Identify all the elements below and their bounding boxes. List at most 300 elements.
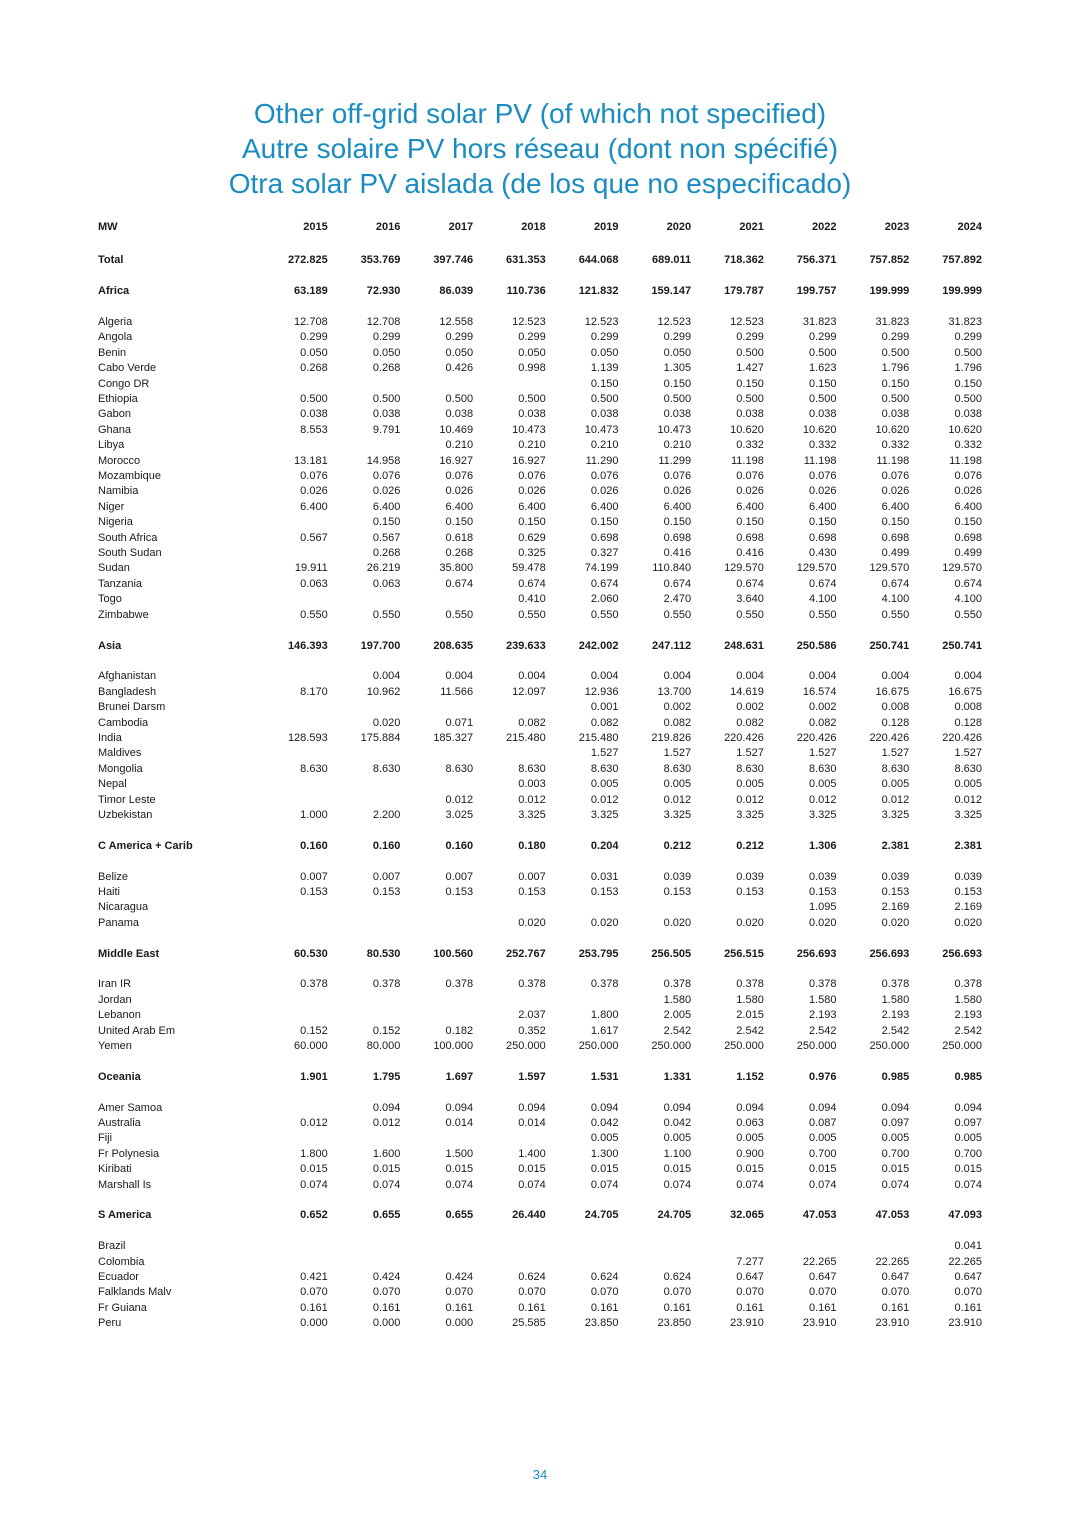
- value-cell: 0.070: [590, 1286, 619, 1299]
- value-cell: 2.381: [881, 839, 910, 852]
- value-cell: 0.070: [736, 1286, 764, 1299]
- value-cell: [400, 900, 473, 915]
- value-cell: 0.005: [590, 778, 619, 791]
- value-cell: 0.015: [518, 1163, 546, 1176]
- row-label: Jordan: [98, 993, 132, 1006]
- value-cell: 0.299: [808, 331, 837, 344]
- value-cell: 220.426: [869, 731, 910, 744]
- value-cell: [400, 592, 473, 607]
- value-cell: 0.998: [518, 362, 546, 375]
- row-label: Ethiopia: [98, 393, 138, 406]
- value-cell: 0.026: [300, 485, 328, 498]
- value-cell: 0.012: [663, 793, 692, 806]
- value-cell: 0.424: [445, 1271, 474, 1284]
- value-cell: 0.210: [518, 439, 546, 452]
- value-cell: 0.005: [663, 778, 692, 791]
- value-cell: 0.268: [300, 362, 328, 375]
- value-cell: 22.265: [875, 1255, 910, 1268]
- region-row: [98, 284, 982, 299]
- year-header: 2024: [957, 221, 982, 234]
- value-cell: 0.039: [808, 870, 837, 883]
- value-cell: 8.630: [300, 762, 328, 775]
- value-cell: 0.070: [954, 1286, 982, 1299]
- value-cell: 0.698: [881, 531, 910, 544]
- value-cell: 250.000: [651, 1039, 692, 1052]
- row-label: Peru: [98, 1317, 122, 1330]
- value-cell: 0.655: [372, 1209, 401, 1222]
- value-cell: 3.025: [445, 808, 474, 821]
- value-cell: 1.697: [445, 1070, 474, 1083]
- value-cell: 0.070: [372, 1286, 401, 1299]
- value-cell: 0.063: [372, 577, 401, 590]
- value-cell: 0.026: [808, 485, 837, 498]
- value-cell: [473, 1255, 546, 1270]
- value-cell: 0.004: [445, 670, 474, 683]
- value-cell: 256.693: [796, 947, 837, 960]
- value-cell: [473, 1239, 546, 1254]
- value-cell: 0.005: [808, 1132, 837, 1145]
- value-cell: 0.150: [590, 516, 619, 529]
- value-cell: 0.150: [518, 516, 546, 529]
- value-cell: 1.796: [881, 362, 910, 375]
- value-cell: 25.585: [512, 1317, 546, 1330]
- value-cell: 0.015: [663, 1163, 692, 1176]
- country-row: [98, 916, 982, 931]
- value-cell: 1.305: [663, 362, 692, 375]
- value-cell: 0.150: [881, 377, 910, 390]
- country-row: [98, 1116, 982, 1131]
- value-cell: 12.558: [439, 315, 474, 328]
- row-label: Total: [98, 254, 124, 267]
- value-cell: 0.020: [518, 916, 546, 929]
- row-label: Nigeria: [98, 516, 133, 529]
- value-cell: 0.020: [881, 916, 910, 929]
- country-row: [98, 793, 982, 808]
- value-cell: 0.002: [736, 701, 764, 714]
- region-row: [98, 839, 982, 854]
- spacer-cell: [98, 269, 982, 284]
- value-cell: 0.074: [518, 1178, 546, 1191]
- country-row: [98, 731, 982, 746]
- country-row: [98, 330, 982, 345]
- title-spanish: Otra solar PV aislada (de los que no especificado): [228, 168, 852, 199]
- value-cell: 0.050: [518, 346, 546, 359]
- value-cell: 6.400: [518, 500, 546, 513]
- value-cell: 239.633: [506, 639, 546, 652]
- value-cell: [400, 700, 473, 715]
- value-cell: 0.070: [663, 1286, 692, 1299]
- value-cell: 1.300: [590, 1147, 619, 1160]
- value-cell: [255, 716, 328, 731]
- value-cell: 6.400: [663, 500, 692, 513]
- value-cell: 1.796: [954, 362, 982, 375]
- spacer-cell: [98, 931, 982, 946]
- value-cell: 0.153: [445, 885, 474, 898]
- value-cell: 59.478: [512, 562, 546, 575]
- value-cell: 0.378: [736, 978, 764, 991]
- value-cell: 0.004: [954, 670, 982, 683]
- value-cell: 215.480: [506, 731, 546, 744]
- value-cell: 0.082: [518, 716, 546, 729]
- value-cell: 1.095: [808, 901, 837, 914]
- value-cell: 0.038: [445, 408, 474, 421]
- value-cell: 0.020: [808, 916, 837, 929]
- row-label: Fr Polynesia: [98, 1147, 160, 1160]
- value-cell: 10.620: [948, 423, 982, 436]
- value-cell: 0.042: [590, 1116, 619, 1129]
- row-label: Bangladesh: [98, 685, 157, 698]
- value-cell: 0.152: [300, 1024, 328, 1037]
- value-cell: 0.500: [518, 393, 546, 406]
- value-cell: 0.152: [372, 1024, 401, 1037]
- value-cell: 250.000: [796, 1039, 837, 1052]
- value-cell: 60.000: [294, 1039, 328, 1052]
- value-cell: 0.038: [663, 408, 692, 421]
- value-cell: 0.015: [736, 1163, 764, 1176]
- value-cell: 0.031: [590, 870, 619, 883]
- value-cell: 10.473: [512, 423, 546, 436]
- value-cell: 2.542: [954, 1024, 982, 1037]
- value-cell: 0.618: [445, 531, 474, 544]
- value-cell: 0.150: [808, 377, 837, 390]
- spacer-row: [98, 269, 982, 284]
- country-row: [98, 1285, 982, 1300]
- value-cell: 0.041: [954, 1240, 982, 1253]
- row-label: Asia: [98, 639, 122, 652]
- value-cell: [328, 777, 401, 792]
- row-label: Haiti: [98, 885, 121, 898]
- value-cell: 1.527: [590, 747, 619, 760]
- value-cell: 0.012: [590, 793, 619, 806]
- value-cell: 2.542: [881, 1024, 910, 1037]
- value-cell: [328, 916, 401, 931]
- value-cell: 159.147: [651, 285, 692, 298]
- value-cell: 1.427: [736, 362, 764, 375]
- unit-label: MW: [98, 221, 118, 234]
- row-label: Libya: [98, 439, 125, 452]
- value-cell: 2.470: [663, 593, 692, 606]
- value-cell: 10.962: [366, 685, 401, 698]
- value-cell: [328, 900, 401, 915]
- value-cell: 197.700: [360, 639, 401, 652]
- value-cell: 0.153: [300, 885, 328, 898]
- value-cell: 8.553: [300, 423, 328, 436]
- value-cell: 23.850: [584, 1317, 619, 1330]
- value-cell: 0.150: [881, 516, 910, 529]
- value-cell: 0.005: [881, 778, 910, 791]
- value-cell: [546, 900, 619, 915]
- country-row: [98, 438, 982, 453]
- value-cell: 0.550: [372, 608, 401, 621]
- value-cell: 0.076: [518, 470, 546, 483]
- value-cell: 0.500: [881, 393, 910, 406]
- value-cell: [255, 916, 328, 931]
- value-cell: 0.299: [663, 331, 692, 344]
- value-cell: 11.290: [585, 454, 619, 467]
- value-cell: 0.012: [954, 793, 982, 806]
- value-cell: 0.416: [663, 547, 692, 560]
- value-cell: 4.100: [808, 593, 837, 606]
- country-row: [98, 592, 982, 607]
- spacer-row: [98, 1224, 982, 1239]
- value-cell: 0.647: [808, 1271, 837, 1284]
- value-cell: 0.160: [300, 839, 328, 852]
- row-label: Fiji: [98, 1132, 113, 1145]
- country-row: [98, 377, 982, 392]
- value-cell: 0.012: [808, 793, 837, 806]
- value-cell: 0.082: [663, 716, 692, 729]
- value-cell: 0.550: [663, 608, 692, 621]
- value-cell: 0.161: [736, 1301, 764, 1314]
- value-cell: 1.580: [663, 993, 692, 1006]
- value-cell: 3.325: [663, 808, 692, 821]
- spacer-cell: [98, 1224, 982, 1239]
- row-label: Amer Samoa: [98, 1101, 163, 1114]
- value-cell: 0.007: [372, 870, 401, 883]
- value-cell: 0.008: [881, 701, 910, 714]
- value-cell: 718.362: [724, 254, 764, 267]
- value-cell: 8.630: [518, 762, 546, 775]
- value-cell: 0.097: [881, 1116, 910, 1129]
- value-cell: [400, 1255, 473, 1270]
- value-cell: 0.094: [808, 1101, 837, 1114]
- value-cell: 0.150: [736, 377, 764, 390]
- row-label: Afghanistan: [98, 670, 157, 683]
- value-cell: 10.620: [875, 423, 910, 436]
- value-cell: 0.007: [300, 870, 328, 883]
- value-cell: 0.268: [372, 547, 401, 560]
- value-cell: 0.500: [808, 393, 837, 406]
- value-cell: [546, 1255, 619, 1270]
- value-cell: 0.210: [663, 439, 692, 452]
- value-cell: 0.038: [954, 408, 982, 421]
- value-cell: 10.473: [657, 423, 692, 436]
- year-header: 2020: [666, 221, 692, 234]
- value-cell: 0.624: [590, 1271, 619, 1284]
- value-cell: 6.400: [881, 500, 910, 513]
- value-cell: 0.002: [808, 701, 837, 714]
- value-cell: 0.567: [300, 531, 328, 544]
- value-cell: 2.542: [736, 1024, 764, 1037]
- spacer-cell: [98, 238, 982, 253]
- value-cell: 0.094: [518, 1101, 546, 1114]
- value-cell: 0.007: [445, 870, 474, 883]
- value-cell: 0.378: [445, 978, 474, 991]
- value-cell: [255, 592, 328, 607]
- value-cell: 250.741: [942, 639, 982, 652]
- value-cell: 0.161: [372, 1301, 401, 1314]
- value-cell: 0.161: [590, 1301, 619, 1314]
- value-cell: 8.630: [736, 762, 764, 775]
- value-cell: 0.500: [372, 393, 401, 406]
- row-label: Gabon: [98, 408, 132, 421]
- value-cell: 256.693: [869, 947, 910, 960]
- value-cell: 253.795: [578, 947, 619, 960]
- value-cell: 0.003: [518, 778, 546, 791]
- value-cell: 0.160: [445, 839, 474, 852]
- value-cell: [255, 377, 328, 392]
- value-cell: [546, 1239, 619, 1254]
- value-cell: [255, 515, 328, 530]
- row-label: Congo DR: [98, 377, 150, 390]
- value-cell: [328, 1239, 401, 1254]
- value-cell: 208.635: [433, 639, 474, 652]
- country-row: [98, 1101, 982, 1116]
- value-cell: 0.026: [736, 485, 764, 498]
- value-cell: 0.410: [518, 593, 546, 606]
- value-cell: 0.026: [663, 485, 692, 498]
- value-cell: 0.014: [518, 1116, 546, 1129]
- country-row: [98, 1008, 982, 1023]
- value-cell: 0.026: [954, 485, 982, 498]
- country-row: [98, 546, 982, 561]
- total-row: [98, 253, 982, 268]
- value-cell: 0.074: [881, 1178, 910, 1191]
- country-row: [98, 1178, 982, 1193]
- spacer-cell: [98, 1193, 982, 1208]
- row-label: Ecuador: [98, 1271, 139, 1284]
- row-label: India: [98, 731, 122, 744]
- value-cell: 0.000: [445, 1317, 474, 1330]
- row-label: Namibia: [98, 485, 139, 498]
- value-cell: 0.299: [881, 331, 910, 344]
- value-cell: [255, 669, 328, 684]
- value-cell: 31.823: [875, 315, 910, 328]
- row-label: Kiribati: [98, 1163, 132, 1176]
- value-cell: [400, 916, 473, 931]
- value-cell: [473, 1131, 546, 1146]
- value-cell: 8.630: [881, 762, 910, 775]
- value-cell: 110.736: [506, 285, 546, 298]
- value-cell: 0.567: [372, 531, 401, 544]
- value-cell: 0.000: [300, 1317, 328, 1330]
- country-row: [98, 361, 982, 376]
- row-label: Brunei Darsm: [98, 701, 166, 714]
- value-cell: 16.927: [439, 454, 474, 467]
- value-cell: 121.832: [578, 285, 619, 298]
- value-cell: 0.015: [881, 1163, 910, 1176]
- value-cell: 4.100: [954, 593, 982, 606]
- value-cell: 1.527: [808, 747, 837, 760]
- value-cell: 1.527: [881, 747, 910, 760]
- value-cell: 0.212: [736, 839, 764, 852]
- value-cell: 0.210: [445, 439, 474, 452]
- value-cell: 0.150: [372, 516, 401, 529]
- value-cell: 2.193: [808, 1009, 837, 1022]
- value-cell: [328, 1008, 401, 1023]
- value-cell: 0.039: [663, 870, 692, 883]
- row-label: Iran IR: [98, 978, 132, 991]
- value-cell: [255, 546, 328, 561]
- value-cell: 1.139: [590, 362, 619, 375]
- value-cell: [837, 1239, 910, 1254]
- value-cell: 0.550: [736, 608, 764, 621]
- value-cell: 0.020: [590, 916, 619, 929]
- value-cell: 0.421: [300, 1271, 328, 1284]
- value-cell: 3.325: [808, 808, 837, 821]
- value-cell: [328, 1255, 401, 1270]
- value-cell: 0.038: [300, 408, 328, 421]
- value-cell: 250.000: [578, 1039, 619, 1052]
- value-cell: 6.400: [808, 500, 837, 513]
- value-cell: 0.094: [663, 1101, 692, 1114]
- value-cell: 0.674: [808, 577, 837, 590]
- value-cell: 0.299: [518, 331, 546, 344]
- row-label: Oceania: [98, 1070, 141, 1083]
- country-row: [98, 561, 982, 576]
- country-row: [98, 900, 982, 915]
- value-cell: 0.416: [736, 547, 764, 560]
- value-cell: 128.593: [287, 731, 328, 744]
- spacer-row: [98, 623, 982, 638]
- value-cell: [255, 900, 328, 915]
- value-cell: 1.000: [300, 808, 328, 821]
- value-cell: [328, 793, 401, 808]
- row-label: South Sudan: [98, 547, 162, 560]
- value-cell: 9.791: [372, 423, 401, 436]
- value-cell: 0.161: [808, 1301, 837, 1314]
- value-cell: 0.026: [590, 485, 619, 498]
- value-cell: 0.039: [736, 870, 764, 883]
- spacer-row: [98, 1193, 982, 1208]
- value-cell: 26.219: [366, 562, 401, 575]
- value-cell: 0.180: [518, 839, 546, 852]
- value-cell: 0.012: [736, 793, 764, 806]
- value-cell: 1.580: [808, 993, 837, 1006]
- value-cell: [255, 700, 328, 715]
- value-cell: 0.094: [445, 1101, 474, 1114]
- value-cell: 6.400: [445, 500, 474, 513]
- value-cell: 0.700: [881, 1147, 910, 1160]
- value-cell: 14.619: [730, 685, 764, 698]
- value-cell: 0.128: [954, 716, 982, 729]
- country-row: [98, 1255, 982, 1270]
- value-cell: 0.004: [518, 670, 546, 683]
- row-label: Marshall Is: [98, 1178, 152, 1191]
- value-cell: 0.268: [372, 362, 401, 375]
- value-cell: 0.210: [590, 439, 619, 452]
- country-row: [98, 746, 982, 761]
- row-label: Fr Guiana: [98, 1301, 147, 1314]
- value-cell: 252.767: [506, 947, 546, 960]
- value-cell: 1.617: [590, 1024, 619, 1037]
- row-label: Mozambique: [98, 470, 161, 483]
- value-cell: 8.170: [300, 685, 328, 698]
- value-cell: 12.708: [366, 315, 401, 328]
- value-cell: 146.393: [287, 639, 328, 652]
- row-label: Africa: [98, 285, 130, 298]
- country-row: [98, 531, 982, 546]
- value-cell: 0.087: [808, 1116, 837, 1129]
- value-cell: 0.500: [663, 393, 692, 406]
- value-cell: 0.153: [518, 885, 546, 898]
- value-cell: 1.527: [663, 747, 692, 760]
- spacer-row: [98, 962, 982, 977]
- value-cell: [255, 993, 328, 1008]
- value-cell: 1.580: [954, 993, 982, 1006]
- value-cell: 63.189: [294, 285, 328, 298]
- value-cell: 1.580: [736, 993, 764, 1006]
- value-cell: 0.204: [590, 839, 619, 852]
- value-cell: 0.012: [445, 793, 474, 806]
- value-cell: 2.169: [954, 901, 982, 914]
- value-cell: 10.473: [584, 423, 619, 436]
- value-cell: 0.500: [590, 393, 619, 406]
- value-cell: 0.499: [881, 547, 910, 560]
- value-cell: 0.378: [808, 978, 837, 991]
- spacer-row: [98, 654, 982, 669]
- row-label: Mongolia: [98, 762, 143, 775]
